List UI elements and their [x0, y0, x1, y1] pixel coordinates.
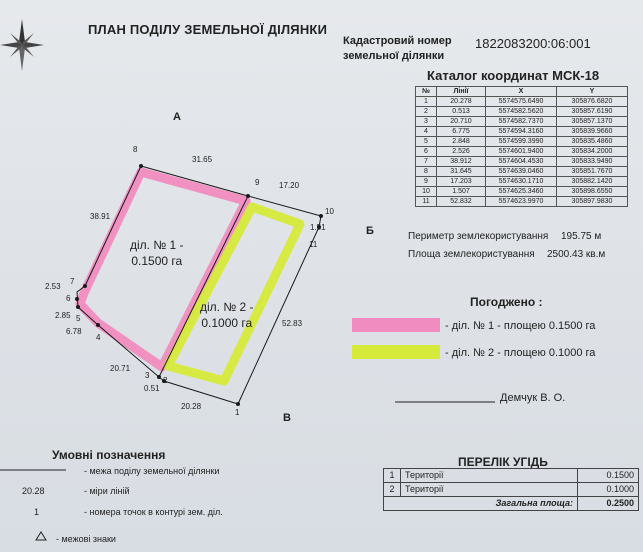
point-number: 8 [133, 145, 138, 154]
table-row: 2 0.513 5574582.5620 305857.6190 [416, 107, 628, 117]
length-label: 38.91 [90, 212, 111, 221]
length-label: 2.85 [55, 311, 71, 320]
legend-parcel-1: - діл. № 1 - площею 0.1500 га [445, 320, 596, 332]
land-list-title: ПЕРЕЛІК УГІДЬ [458, 455, 548, 469]
table-row: 2 Території 0.1000 [384, 483, 639, 497]
catalog-title: Каталог координат МСК-18 [427, 68, 600, 83]
length-label: 20.71 [110, 364, 131, 373]
legend-swatch-parcel-2 [352, 345, 440, 359]
parcel-2-fill [168, 207, 303, 381]
compass-icon [0, 19, 44, 71]
table-row: 9 17.203 5574630.1710 305882.1420 [416, 177, 628, 187]
table-row: Загальна площа: 0.2500 [384, 497, 639, 511]
perimeter-label: Периметр землекористування [408, 231, 549, 242]
coordinates-header: № Лінії X Y [416, 87, 628, 97]
legend-item-boundary: - межа поділу земельної ділянки [84, 466, 220, 476]
table-row: 8 31.645 5574639.0460 305851.7670 [416, 167, 628, 177]
table-row: 7 38.912 5574604.4530 305833.9490 [416, 157, 628, 167]
length-label: 0.51 [144, 384, 160, 393]
land-list-table [383, 468, 639, 511]
parcel-2-label: діл. № 2 - 0.1000 га [200, 300, 254, 330]
letter-a: А [173, 111, 181, 123]
letter-v: В [283, 412, 291, 424]
length-label: 20.28 [181, 402, 202, 411]
point-number: 10 [325, 207, 334, 216]
table-row: 11 52.832 5574623.9970 305897.9830 [416, 197, 628, 207]
parcel-1-label: діл. № 1 - 0.1500 га [130, 238, 184, 268]
triangle-icon [36, 532, 46, 540]
legend-parcel-2: - діл. № 2 - площею 0.1000 га [445, 347, 596, 359]
perimeter-value: 195.75 м [561, 231, 602, 242]
table-row: 3 20.710 5574582.7370 305857.1370 [416, 117, 628, 127]
cadastral-label: Кадастровий номер земельної ділянки [343, 35, 452, 62]
length-label: 6.78 [66, 327, 82, 336]
agreed-heading: Погоджено : [470, 295, 543, 309]
point-number: 9 [255, 178, 260, 187]
length-label: 1.51 [310, 223, 326, 232]
point-number: 6 [66, 294, 71, 303]
point-number: 7 [70, 277, 75, 286]
table-row: 4 6.775 5574594.3160 305839.9660 [416, 127, 628, 137]
legend-item-markers: - межові знаки [56, 534, 116, 544]
table-row: 5 2.848 5574599.3990 305835.4860 [416, 137, 628, 147]
legend-sample-point: 1 [34, 507, 40, 517]
point-number: 3 [145, 371, 150, 380]
coordinates-table [415, 86, 628, 207]
point-number: 4 [96, 333, 101, 342]
length-label: 17.20 [279, 181, 300, 190]
point-number: 1 [235, 408, 240, 417]
point-number: 2 [163, 376, 168, 385]
signature-name: Демчук В. О. [500, 392, 566, 404]
length-label: 31.65 [192, 155, 213, 164]
length-label: 52.83 [282, 319, 303, 328]
cadastral-number: 1822083200:06:001 [475, 36, 591, 51]
table-row: 1 Території 0.1500 [384, 469, 639, 483]
legend-sample-length: 20.28 [22, 486, 45, 496]
area-value: 2500.43 кв.м [547, 249, 606, 260]
letter-b: Б [366, 225, 374, 237]
legend-swatch-parcel-1 [352, 318, 440, 332]
point-number: 11 [309, 240, 318, 249]
table-row: 6 2.526 5574601.9400 305834.2000 [416, 147, 628, 157]
point-number: 5 [76, 314, 81, 323]
legend-item-lengths: - міри ліній [84, 486, 130, 496]
area-label: Площа землекористування [408, 249, 535, 260]
legend-item-points: - номера точок в контурі зем. діл. [84, 507, 223, 517]
length-label: 2.53 [45, 282, 61, 291]
page-title: ПЛАН ПОДІЛУ ЗЕМЕЛЬНОЇ ДІЛЯНКИ [88, 22, 328, 37]
legend-title: Умовні позначення [52, 448, 166, 462]
table-row: 10 1.507 5574625.3460 305898.6550 [416, 187, 628, 197]
table-row: 1 20.278 5574575.6490 305876.6820 [416, 97, 628, 107]
